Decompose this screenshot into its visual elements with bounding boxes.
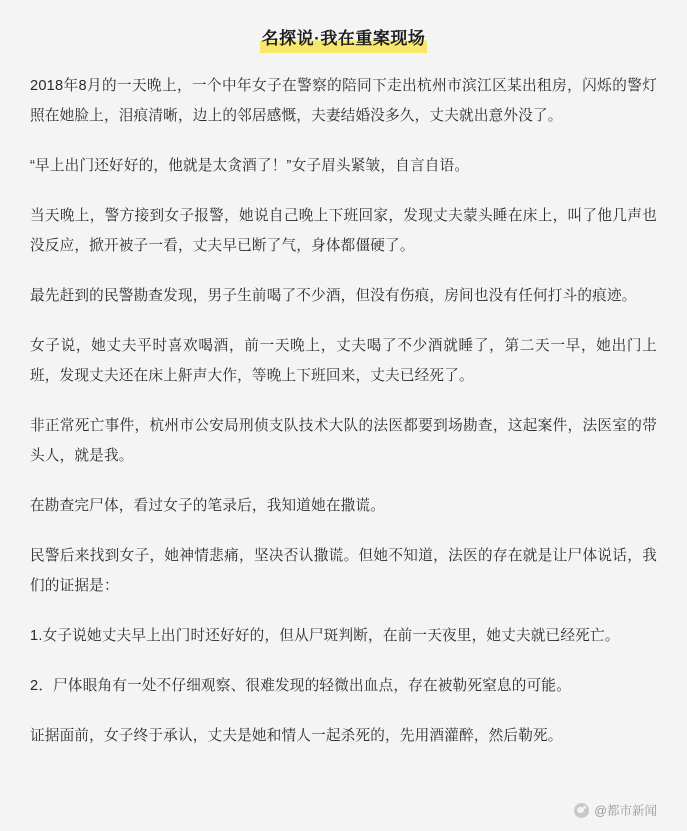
paragraph: 最先赶到的民警勘查发现，男子生前喝了不少酒，但没有伤痕，房间也没有任何打斗的痕迹。: [30, 287, 637, 304]
title-container: [30, 0, 657, 67]
paragraph: “早上出门还好好的，他就是太贪酒了！”女子眉头紧皱，自言自语。: [30, 157, 470, 174]
source-label: @都市新闻: [594, 804, 657, 818]
article-body: [30, 67, 657, 751]
weibo-icon: [574, 803, 589, 818]
paragraph: 民警后来找到女子，她神情悲痛，坚决否认撒谎。但她不知道，法医的存在就是让尸体说话，我们的证据是：: [30, 547, 657, 594]
page-title: 名探说·我在重案现场: [260, 26, 428, 53]
paragraph: 2．尸体眼角有一处不仔细观察、很难发现的轻微出血点，存在被勒死窒息的可能。: [30, 677, 571, 694]
source-watermark: [574, 801, 657, 819]
paragraph: 2018年8月的一天晚上，一个中年女子在警察的陪同下走出杭州市滨江区某出租房，闪烁的警灯照在她脸上，泪痕清晰，边上的邻居感慨，夫妻结婚没多久，丈夫就出意外没了。: [30, 77, 657, 124]
paragraph: 当天晚上，警方接到女子报警，她说自己晚上下班回家，发现丈夫蒙头睡在床上，叫了他几声也没反应，掀开被子一看，丈夫早已断了气，身体都僵硬了。: [30, 207, 657, 254]
paragraph: 女子说，她丈夫平时喜欢喝酒，前一天晚上，丈夫喝了不少酒就睡了，第二天一早，她出门上班，发现丈夫还在床上鼾声大作，等晚上下班回来，丈夫已经死了。: [30, 337, 657, 384]
paragraph: 在勘查完尸体，看过女子的笔录后，我知道她在撒谎。: [30, 497, 386, 514]
paragraph: 证据面前，女子终于承认，丈夫是她和情人一起杀死的，先用酒灌醉，然后勒死。: [30, 727, 563, 744]
paragraph: 非正常死亡事件，杭州市公安局刑侦支队技术大队的法医都要到场勘查，这起案件，法医室的带头人，就是我。: [30, 417, 657, 464]
paragraph: 1.女子说她丈夫早上出门时还好好的，但从尸斑判断，在前一天夜里，她丈夫就已经死亡。: [30, 627, 620, 644]
